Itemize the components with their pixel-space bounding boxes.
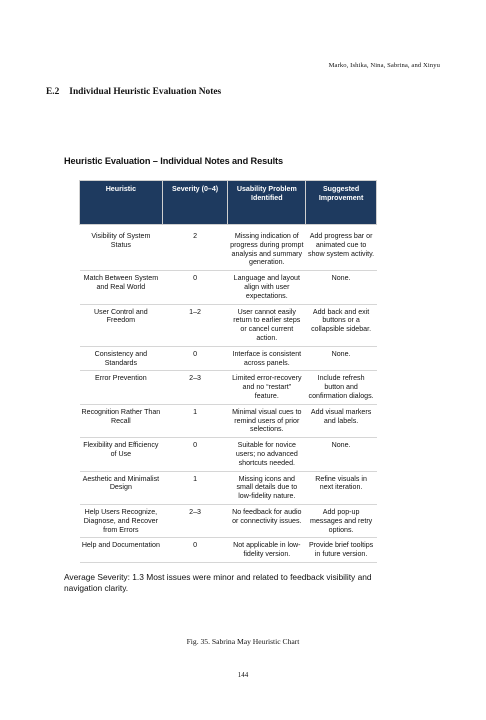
problem-cell: No feedback for audio or connectivity issues. bbox=[228, 504, 306, 537]
table-row bbox=[80, 225, 377, 271]
problem-cell: Language and layout align with user expectations. bbox=[228, 271, 306, 304]
severity-cell: 0 bbox=[162, 271, 228, 304]
table-row bbox=[80, 504, 377, 537]
heuristic-cell: Recognition Rather Than Recall bbox=[80, 404, 163, 437]
problem-cell: Missing icons and small details due to low-fidelity nature. bbox=[228, 471, 306, 504]
improvement-cell: Add pop-up messages and retry options. bbox=[306, 504, 377, 537]
figure-image bbox=[64, 156, 424, 595]
improvement-cell: Add visual markers and labels. bbox=[306, 404, 377, 437]
table-row bbox=[80, 438, 377, 471]
severity-cell: 0 bbox=[162, 538, 228, 563]
table-row bbox=[80, 271, 377, 304]
problem-cell: Minimal visual cues to remind users of prior selections. bbox=[228, 404, 306, 437]
improvement-cell: None. bbox=[306, 271, 377, 304]
figure-caption: Fig. 35. Sabrina May Heuristic Chart bbox=[186, 637, 300, 646]
heuristic-cell: Flexibility and Efficiency of Use bbox=[80, 438, 163, 471]
severity-cell: 0 bbox=[162, 438, 228, 471]
severity-cell: 1 bbox=[162, 404, 228, 437]
table-row bbox=[80, 471, 377, 504]
average-severity-note: Average Severity: 1.3 Most issues were minor and related to feedback visibility and navigation clarity. bbox=[64, 571, 372, 594]
severity-cell: 2–3 bbox=[162, 504, 228, 537]
problem-cell: User cannot easily return to earlier steps or cancel current action. bbox=[228, 304, 306, 346]
heuristic-cell: Help Users Recognize, Diagnose, and Recover from Errors bbox=[80, 504, 163, 537]
column-header-problem: Usability Problem Identified bbox=[228, 181, 306, 225]
running-head: Marko, Ishika, Nina, Sabrina, and Xinyu bbox=[328, 62, 440, 69]
improvement-cell: Provide brief tooltips in future version. bbox=[306, 538, 377, 563]
heuristic-cell: Match Between System and Real World bbox=[80, 271, 163, 304]
heuristic-cell: User Control and Freedom bbox=[80, 304, 163, 346]
improvement-cell: None. bbox=[306, 438, 377, 471]
problem-cell: Not applicable in low-fidelity version. bbox=[228, 538, 306, 563]
problem-cell: Suitable for novice users; no advanced shortcuts needed. bbox=[228, 438, 306, 471]
table-row bbox=[80, 304, 377, 346]
table-row bbox=[80, 538, 377, 563]
table-row bbox=[80, 404, 377, 437]
heuristic-table bbox=[79, 180, 377, 563]
table-header-row bbox=[80, 181, 377, 225]
column-header-heuristic: Heuristic bbox=[80, 181, 163, 225]
severity-cell: 2 bbox=[162, 225, 228, 271]
table-row bbox=[80, 346, 377, 371]
problem-cell: Missing indication of progress during prompt analysis and summary generation. bbox=[228, 225, 306, 271]
heuristic-cell: Consistency and Standards bbox=[80, 346, 163, 371]
heuristic-cell: Visibility of System Status bbox=[80, 225, 163, 271]
improvement-cell: Add progress bar or animated cue to show system activity. bbox=[306, 225, 377, 271]
section-number: E.2 bbox=[46, 87, 60, 97]
table-row bbox=[80, 371, 377, 404]
improvement-cell: Refine visuals in next iteration. bbox=[306, 471, 377, 504]
improvement-cell: Add back and exit buttons or a collapsible sidebar. bbox=[306, 304, 377, 346]
heuristic-cell: Help and Documentation bbox=[80, 538, 163, 563]
column-header-severity: Severity (0–4) bbox=[162, 181, 228, 225]
section-title: Individual Heuristic Evaluation Notes bbox=[69, 87, 222, 97]
heuristic-cell: Aesthetic and Minimalist Design bbox=[80, 471, 163, 504]
section-heading bbox=[46, 87, 221, 97]
heuristic-cell: Error Prevention bbox=[80, 371, 163, 404]
problem-cell: Limited error-recovery and no “restart” feature. bbox=[228, 371, 306, 404]
improvement-cell: None. bbox=[306, 346, 377, 371]
column-header-improvement: Suggested Improvement bbox=[306, 181, 377, 225]
improvement-cell: Include refresh button and confirmation dialogs. bbox=[306, 371, 377, 404]
severity-cell: 1 bbox=[162, 471, 228, 504]
severity-cell: 1–2 bbox=[162, 304, 228, 346]
problem-cell: Interface is consistent across panels. bbox=[228, 346, 306, 371]
figure-title: Heuristic Evaluation – Individual Notes and Results bbox=[64, 156, 284, 166]
page-number: 144 bbox=[237, 671, 249, 679]
severity-cell: 0 bbox=[162, 346, 228, 371]
severity-cell: 2–3 bbox=[162, 371, 228, 404]
